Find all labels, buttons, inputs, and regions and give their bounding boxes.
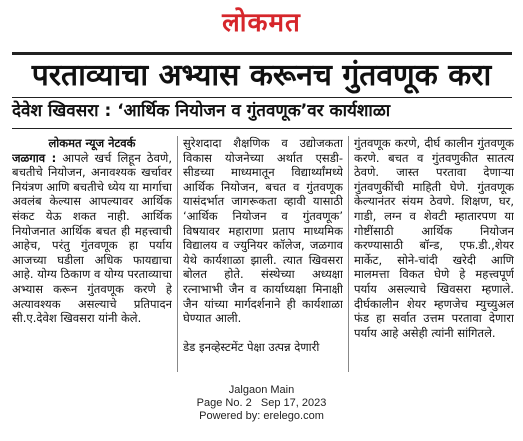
page-date: Sep 17, 2023 [260,397,327,409]
article-column-2 [183,136,343,374]
headline-rule [12,97,512,98]
column-divider-2 [348,136,349,372]
byline: लोकमत न्यूज नेटवर्क [48,136,136,150]
dateline: जळगाव : [12,150,57,165]
subhead-rule [12,128,512,129]
article-column-1 [12,136,172,374]
page-info [0,397,523,410]
column-2-tail: डेड इनव्हेस्टमेंट पेक्षा उत्पन्न देणारी [183,339,320,354]
subheadline: देवेश खिवसरा : ‘आर्थिक नियोजन व गुंतवणूक’वर कार्यशाळा [12,101,391,121]
column-divider-1 [177,136,178,372]
column-3-paragraph: गुंतवणूक करणे, दीर्घ कालीन गुंतवणूक करणे. बचत व गुंतवणुकीत सातत्य ठेवणे. जास्त परतावा देणाऱ्या गुंतवणुकींची माहिती घेणे. गुंतवणूक केल्यानंतर संयम ठेवणे. शिक्षण, घर, गाडी, लग्न व शेवटी म्हातारपण या गोष्टींसाठी आर्थिक नियोजन करण्यासाठी बॉन्ड, एफ.डी.,शेयर मार्केट, सोने-चांदी खरेदी आणि मालमत्ता विकत घेणे हे महत्त्वपूर्ण पर्याय असल्याचे खिवसरा म्हणाले. दीर्घकालीन शेयर म्हणजेच म्युच्युअल फंड हा सर्वात उत्तम परतावा देणारा पर्याय आहे असेही त्यांनी सांगितले. [354,136,514,340]
headline: परताव्याचा अभ्यास करूनच गुंतवणूक करा [31,58,492,93]
page-footer [0,384,523,423]
edition-name: Jalgaon Main [228,384,295,396]
powered-by: Powered by: erelego.com [199,410,324,422]
top-rule [12,52,512,55]
column-1-paragraph [12,151,172,326]
column-1-text: आपले खर्च लिहून ठेवणे, बचतीचे नियोजन, अनावश्यक खर्चावर नियंत्रण आणि बचतीचे ध्येय या मार्गाचा अवलंब केल्यास आपल्यावर आर्थिक संकट येऊ शकत नाही. आर्थिक नियोजनात आर्थिक बचत ही महत्त्वाची आहेच, परंतु गुंतवणूक हा पर्याय आजच्या घडीला अधिक फायद्याचा आहे. योग्य ठिकाण व योग्य परताव्याचा अभ्यास करून गुंतवणूक करणे हे अत्यावश्यक असल्याचे प्रतिपादन सी.ए.देवेश खिवसरा यांनी केले. [12,150,172,326]
article-column-3 [354,136,514,374]
column-2-paragraph: सुरेशदादा शैक्षणिक व उद्योजकता विकास योजनेच्या अर्थात एसडी-सीडच्या माध्यमातून विद्यार्थ्यांमध्ये आर्थिक नियोजन, बचत व गुंतवणूक यासंदर्भात जागरूकता व्हावी यासाठी ‘आर्थिक नियोजन व गुंतवणूक’ विषयावर महाराणा प्रताप माध्यमिक विद्यालय व ज्युनियर कॉलेज, जळगाव येथे कार्यशाळा झाली. त्यात खिवसरा बोलत होते. संस्थेच्या अध्यक्षा रत्नाभाभी जैन व कार्याध्यक्षा मिनाक्षी जैन यांच्या मार्गदर्शनाने ही कार्यशाळा घेण्यात आली. [183,136,343,326]
page-number: Page No. 2 [196,397,252,409]
newspaper-logo: लोकमत [222,8,301,38]
